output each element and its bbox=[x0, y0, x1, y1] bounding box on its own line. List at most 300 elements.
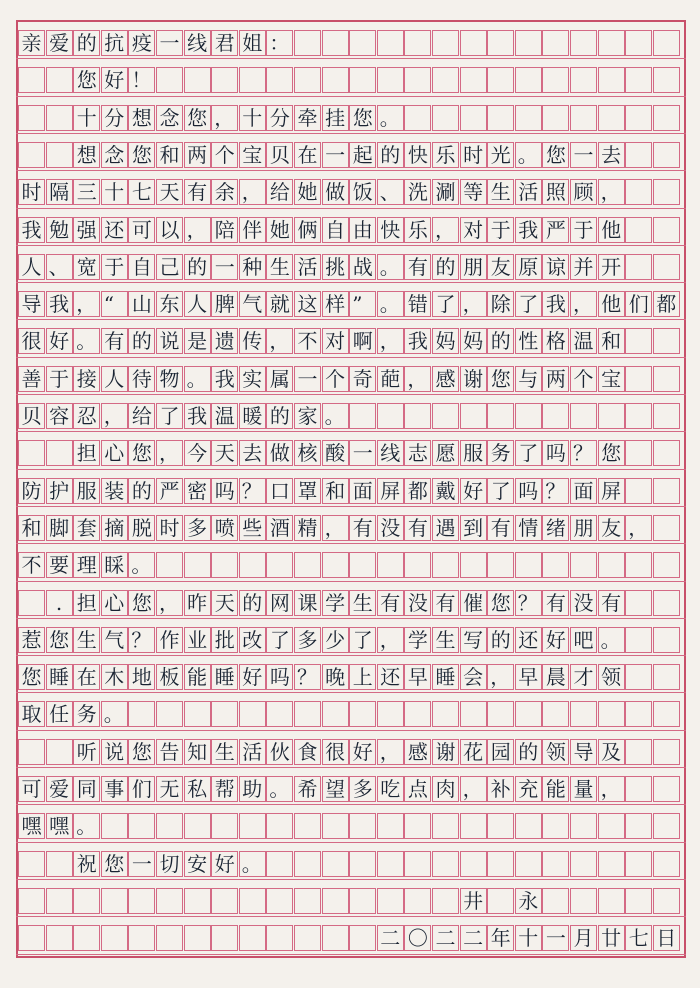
grid-cell bbox=[653, 403, 680, 429]
grid-cell: 他 bbox=[598, 217, 625, 243]
grid-cell: 念 bbox=[101, 142, 128, 168]
grid-cell bbox=[432, 403, 459, 429]
grid-cell: 护 bbox=[46, 478, 73, 504]
grid-cell: 感 bbox=[432, 366, 459, 392]
grid-cell: 情 bbox=[515, 515, 542, 541]
grid-cell: 。 bbox=[73, 328, 100, 354]
grid-cell: ， bbox=[73, 291, 100, 317]
grid-cell: 挑 bbox=[322, 254, 349, 280]
grid-cell: 套 bbox=[73, 515, 100, 541]
grid-cell: 还 bbox=[377, 664, 404, 690]
grid-cell: 容 bbox=[46, 403, 73, 429]
grid-cell bbox=[128, 701, 155, 727]
grid-cell: 强 bbox=[73, 217, 100, 243]
grid-cell bbox=[625, 217, 652, 243]
grid-cell bbox=[653, 478, 680, 504]
letter-line bbox=[16, 246, 686, 283]
grid-cell: 生 bbox=[211, 739, 238, 765]
grid-cell: 一 bbox=[211, 254, 238, 280]
grid-cell: 口 bbox=[266, 478, 293, 504]
grid-cell: 务 bbox=[487, 440, 514, 466]
grid-cell bbox=[625, 67, 652, 93]
grid-cell bbox=[570, 813, 597, 839]
grid-cell bbox=[322, 67, 349, 93]
grid-cell: 一 bbox=[322, 142, 349, 168]
grid-cell: 贝 bbox=[18, 403, 45, 429]
grid-cell bbox=[570, 888, 597, 914]
grid-cell: 任 bbox=[46, 701, 73, 727]
grid-cell: 二 bbox=[377, 925, 404, 951]
grid-cell: 课 bbox=[294, 590, 321, 616]
grid-cell bbox=[625, 142, 652, 168]
grid-cell bbox=[515, 813, 542, 839]
grid-cell: 有 bbox=[542, 590, 569, 616]
grid-cell: 我 bbox=[211, 366, 238, 392]
grid-cell: 乐 bbox=[404, 217, 431, 243]
grid-cell: 脱 bbox=[128, 515, 155, 541]
grid-cell bbox=[653, 217, 680, 243]
grid-cell: 事 bbox=[101, 776, 128, 802]
grid-cell: 量 bbox=[570, 776, 597, 802]
grid-cell bbox=[349, 888, 376, 914]
grid-cell bbox=[184, 552, 211, 578]
grid-cell bbox=[515, 552, 542, 578]
grid-cell: ， bbox=[460, 291, 487, 317]
grid-cell: 防 bbox=[18, 478, 45, 504]
grid-cell bbox=[46, 67, 73, 93]
grid-cell: 遗 bbox=[211, 328, 238, 354]
grid-cell: 密 bbox=[184, 478, 211, 504]
grid-cell: ， bbox=[377, 328, 404, 354]
grid-cell: ， bbox=[266, 328, 293, 354]
grid-cell bbox=[625, 739, 652, 765]
grid-cell: 分 bbox=[266, 105, 293, 131]
grid-cell: 于 bbox=[570, 217, 597, 243]
grid-cell: 十 bbox=[239, 105, 266, 131]
grid-cell bbox=[18, 739, 45, 765]
grid-cell bbox=[101, 888, 128, 914]
grid-cell bbox=[322, 552, 349, 578]
grid-cell: 和 bbox=[156, 142, 183, 168]
grid-cell: 在 bbox=[73, 664, 100, 690]
grid-cell: 告 bbox=[156, 739, 183, 765]
grid-cell bbox=[653, 515, 680, 541]
grid-cell bbox=[266, 701, 293, 727]
grid-cell bbox=[625, 478, 652, 504]
grid-cell: 物 bbox=[156, 366, 183, 392]
grid-cell: 个 bbox=[322, 366, 349, 392]
grid-cell: 没 bbox=[570, 590, 597, 616]
grid-cell bbox=[18, 851, 45, 877]
grid-cell bbox=[625, 851, 652, 877]
grid-cell bbox=[570, 552, 597, 578]
grid-cell bbox=[377, 701, 404, 727]
grid-cell bbox=[598, 813, 625, 839]
grid-cell: 到 bbox=[460, 515, 487, 541]
grid-cell: 。 bbox=[128, 552, 155, 578]
grid-cell bbox=[294, 67, 321, 93]
grid-cell: 昨 bbox=[184, 590, 211, 616]
letter-line bbox=[16, 582, 686, 619]
grid-cell: 生 bbox=[432, 627, 459, 653]
grid-cell bbox=[625, 440, 652, 466]
grid-cell bbox=[266, 888, 293, 914]
grid-cell bbox=[184, 888, 211, 914]
grid-cell: 这 bbox=[294, 291, 321, 317]
grid-cell: ， bbox=[322, 515, 349, 541]
grid-cell bbox=[294, 552, 321, 578]
grid-cell: 做 bbox=[266, 440, 293, 466]
grid-cell bbox=[18, 105, 45, 131]
grid-cell: 。 bbox=[377, 291, 404, 317]
grid-cell: 都 bbox=[404, 478, 431, 504]
grid-cell: 我 bbox=[18, 217, 45, 243]
grid-cell: ， bbox=[184, 217, 211, 243]
grid-cell bbox=[294, 851, 321, 877]
grid-cell: 了 bbox=[515, 440, 542, 466]
grid-cell: 有 bbox=[184, 179, 211, 205]
grid-cell bbox=[625, 776, 652, 802]
grid-cell: 两 bbox=[542, 366, 569, 392]
grid-cell bbox=[460, 67, 487, 93]
grid-cell bbox=[211, 925, 238, 951]
grid-cell: 抗 bbox=[101, 30, 128, 56]
grid-cell: “ bbox=[101, 291, 128, 317]
grid-cell bbox=[542, 701, 569, 727]
grid-cell bbox=[349, 701, 376, 727]
grid-cell: 俩 bbox=[294, 217, 321, 243]
grid-cell bbox=[349, 30, 376, 56]
grid-cell bbox=[460, 105, 487, 131]
grid-cell: 您 bbox=[349, 105, 376, 131]
grid-cell bbox=[515, 105, 542, 131]
grid-cell bbox=[266, 813, 293, 839]
grid-cell: 说 bbox=[101, 739, 128, 765]
grid-cell: ？ bbox=[515, 590, 542, 616]
grid-cell: 与 bbox=[515, 366, 542, 392]
grid-cell: 对 bbox=[322, 328, 349, 354]
grid-cell bbox=[156, 813, 183, 839]
grid-cell: 她 bbox=[294, 179, 321, 205]
grid-cell bbox=[625, 105, 652, 131]
grid-cell: 善 bbox=[18, 366, 45, 392]
grid-cell: 君 bbox=[211, 30, 238, 56]
grid-cell bbox=[625, 328, 652, 354]
grid-cell: 除 bbox=[487, 291, 514, 317]
grid-cell: 她 bbox=[266, 217, 293, 243]
grid-cell: 和 bbox=[322, 478, 349, 504]
grid-cell bbox=[404, 105, 431, 131]
letter-line bbox=[16, 97, 686, 134]
grid-cell bbox=[404, 552, 431, 578]
grid-cell: 有 bbox=[101, 328, 128, 354]
grid-cell bbox=[239, 925, 266, 951]
grid-cell: 三 bbox=[73, 179, 100, 205]
grid-cell: 好 bbox=[239, 664, 266, 690]
row-separator bbox=[16, 954, 686, 955]
grid-cell: 朋 bbox=[460, 254, 487, 280]
grid-cell: 一 bbox=[349, 440, 376, 466]
grid-cell: 和 bbox=[18, 515, 45, 541]
grid-cell: 啊 bbox=[349, 328, 376, 354]
grid-cell bbox=[542, 888, 569, 914]
grid-cell: 的 bbox=[128, 478, 155, 504]
letter-line bbox=[16, 171, 686, 208]
grid-cell: 井 bbox=[460, 888, 487, 914]
grid-cell: 吗 bbox=[515, 478, 542, 504]
grid-cell: 对 bbox=[460, 217, 487, 243]
grid-cell bbox=[156, 701, 183, 727]
grid-cell bbox=[404, 403, 431, 429]
grid-cell: 学 bbox=[404, 627, 431, 653]
grid-cell: 上 bbox=[349, 664, 376, 690]
grid-cell: 一 bbox=[570, 142, 597, 168]
grid-cell: 有 bbox=[487, 515, 514, 541]
grid-cell: 导 bbox=[570, 739, 597, 765]
grid-cell bbox=[653, 552, 680, 578]
grid-cell bbox=[156, 552, 183, 578]
grid-cell: 理 bbox=[73, 552, 100, 578]
grid-cell: ， bbox=[239, 179, 266, 205]
grid-cell bbox=[101, 925, 128, 951]
grid-cell bbox=[515, 851, 542, 877]
grid-cell: 。 bbox=[239, 851, 266, 877]
grid-cell: 好 bbox=[46, 328, 73, 354]
grid-cell bbox=[211, 701, 238, 727]
grid-cell: 有 bbox=[349, 515, 376, 541]
grid-cell: 酒 bbox=[266, 515, 293, 541]
grid-cell: 早 bbox=[515, 664, 542, 690]
grid-cell: 催 bbox=[460, 590, 487, 616]
grid-cell: 生 bbox=[73, 627, 100, 653]
grid-cell bbox=[570, 105, 597, 131]
grid-cell: ？ bbox=[570, 440, 597, 466]
grid-cell: 了 bbox=[349, 627, 376, 653]
grid-cell bbox=[625, 888, 652, 914]
grid-cell bbox=[653, 67, 680, 93]
grid-cell: 的 bbox=[128, 328, 155, 354]
grid-cell bbox=[460, 851, 487, 877]
grid-cell bbox=[266, 851, 293, 877]
grid-cell bbox=[625, 552, 652, 578]
grid-cell: 天 bbox=[211, 440, 238, 466]
grid-cell: 在 bbox=[294, 142, 321, 168]
grid-cell: 多 bbox=[184, 515, 211, 541]
grid-cell: 不 bbox=[18, 552, 45, 578]
grid-cell bbox=[156, 67, 183, 93]
grid-cell: 心 bbox=[101, 440, 128, 466]
grid-cell: 我 bbox=[184, 403, 211, 429]
grid-cell: 格 bbox=[542, 328, 569, 354]
letter-line bbox=[16, 283, 686, 320]
grid-cell: 快 bbox=[404, 142, 431, 168]
grid-cell bbox=[184, 67, 211, 93]
grid-cell: 月 bbox=[570, 925, 597, 951]
grid-cell: 吗 bbox=[211, 478, 238, 504]
grid-cell bbox=[156, 888, 183, 914]
grid-cell: 很 bbox=[322, 739, 349, 765]
letter-line bbox=[16, 544, 686, 581]
grid-cell bbox=[598, 403, 625, 429]
grid-cell bbox=[570, 30, 597, 56]
grid-cell: 隔 bbox=[46, 179, 73, 205]
grid-cell: 伙 bbox=[266, 739, 293, 765]
grid-cell: ： bbox=[266, 30, 293, 56]
grid-cell: 。 bbox=[101, 701, 128, 727]
grid-cell bbox=[432, 888, 459, 914]
grid-cell bbox=[487, 105, 514, 131]
grid-cell bbox=[322, 30, 349, 56]
grid-cell: 原 bbox=[515, 254, 542, 280]
grid-cell bbox=[598, 701, 625, 727]
grid-cell: 少 bbox=[322, 627, 349, 653]
grid-cell bbox=[653, 590, 680, 616]
grid-cell: 务 bbox=[73, 701, 100, 727]
grid-cell: 和 bbox=[598, 328, 625, 354]
grid-cell: 同 bbox=[73, 776, 100, 802]
grid-cell bbox=[653, 776, 680, 802]
grid-cell bbox=[239, 813, 266, 839]
grid-cell: 今 bbox=[184, 440, 211, 466]
grid-cell: 友 bbox=[487, 254, 514, 280]
grid-cell: 错 bbox=[404, 291, 431, 317]
grid-cell bbox=[653, 440, 680, 466]
grid-cell: 勉 bbox=[46, 217, 73, 243]
grid-cell: 睡 bbox=[211, 664, 238, 690]
letter-line bbox=[16, 507, 686, 544]
grid-cell: 生 bbox=[487, 179, 514, 205]
grid-cell bbox=[294, 701, 321, 727]
grid-cell bbox=[349, 67, 376, 93]
grid-cell bbox=[625, 254, 652, 280]
grid-cell: 暖 bbox=[239, 403, 266, 429]
grid-cell: 点 bbox=[404, 776, 431, 802]
grid-cell bbox=[653, 142, 680, 168]
grid-cell: 喷 bbox=[211, 515, 238, 541]
grid-cell: 涮 bbox=[432, 179, 459, 205]
grid-cell: 您 bbox=[128, 440, 155, 466]
grid-cell: 屏 bbox=[598, 478, 625, 504]
grid-cell: 宝 bbox=[239, 142, 266, 168]
grid-cell bbox=[487, 552, 514, 578]
grid-cell: ， bbox=[156, 590, 183, 616]
grid-cell bbox=[239, 701, 266, 727]
grid-cell bbox=[542, 851, 569, 877]
grid-cell: 妈 bbox=[460, 328, 487, 354]
grid-cell: 属 bbox=[266, 366, 293, 392]
grid-cell: 担 bbox=[73, 590, 100, 616]
grid-cell: 的 bbox=[515, 739, 542, 765]
grid-cell: 地 bbox=[128, 664, 155, 690]
grid-cell: 补 bbox=[487, 776, 514, 802]
grid-cell bbox=[432, 813, 459, 839]
grid-cell bbox=[653, 813, 680, 839]
grid-cell bbox=[211, 813, 238, 839]
grid-cell: ， bbox=[432, 217, 459, 243]
grid-cell: 还 bbox=[101, 217, 128, 243]
grid-cell: 疫 bbox=[128, 30, 155, 56]
grid-cell bbox=[294, 925, 321, 951]
grid-cell: 您 bbox=[18, 664, 45, 690]
grid-cell: 您 bbox=[184, 105, 211, 131]
grid-cell: 还 bbox=[515, 627, 542, 653]
grid-cell: 气 bbox=[239, 291, 266, 317]
grid-cell: 您 bbox=[598, 440, 625, 466]
grid-cell bbox=[432, 851, 459, 877]
grid-cell bbox=[487, 888, 514, 914]
grid-cell: 可 bbox=[128, 217, 155, 243]
grid-cell: 天 bbox=[156, 179, 183, 205]
grid-cell: 去 bbox=[239, 440, 266, 466]
grid-cell: 的 bbox=[487, 328, 514, 354]
grid-cell bbox=[18, 142, 45, 168]
grid-cell bbox=[460, 30, 487, 56]
grid-cell: 业 bbox=[184, 627, 211, 653]
grid-cell bbox=[211, 552, 238, 578]
grid-cell bbox=[432, 552, 459, 578]
grid-cell: 十 bbox=[515, 925, 542, 951]
grid-cell bbox=[487, 701, 514, 727]
grid-cell: 七 bbox=[625, 925, 652, 951]
grid-cell: 木 bbox=[101, 664, 128, 690]
grid-cell: 妈 bbox=[432, 328, 459, 354]
grid-cell: ” bbox=[349, 291, 376, 317]
grid-cell: ？ bbox=[294, 664, 321, 690]
grid-cell: 好 bbox=[349, 739, 376, 765]
grid-cell: 睡 bbox=[46, 664, 73, 690]
grid-cell: 都 bbox=[653, 291, 680, 317]
grid-cell: 活 bbox=[515, 179, 542, 205]
grid-cell: 活 bbox=[239, 739, 266, 765]
grid-cell: 活 bbox=[294, 254, 321, 280]
grid-cell: 晨 bbox=[542, 664, 569, 690]
letter-line bbox=[16, 656, 686, 693]
grid-cell bbox=[184, 813, 211, 839]
grid-cell: 切 bbox=[156, 851, 183, 877]
grid-cell: 祝 bbox=[73, 851, 100, 877]
grid-cell: 时 bbox=[156, 515, 183, 541]
grid-cell: 宝 bbox=[598, 366, 625, 392]
grid-cell: 才 bbox=[570, 664, 597, 690]
letter-line bbox=[16, 805, 686, 842]
grid-cell: 。 bbox=[515, 142, 542, 168]
grid-cell: 。 bbox=[598, 627, 625, 653]
grid-cell: 二 bbox=[432, 925, 459, 951]
grid-cell: 有 bbox=[432, 590, 459, 616]
grid-cell: 装 bbox=[101, 478, 128, 504]
grid-cell: ？ bbox=[239, 478, 266, 504]
grid-cell: 改 bbox=[239, 627, 266, 653]
grid-cell bbox=[598, 888, 625, 914]
grid-cell: 感 bbox=[404, 739, 431, 765]
grid-cell: 谢 bbox=[460, 366, 487, 392]
grid-cell: 领 bbox=[598, 664, 625, 690]
grid-cell: 并 bbox=[570, 254, 597, 280]
grid-cell bbox=[377, 30, 404, 56]
grid-cell bbox=[377, 888, 404, 914]
grid-cell: 己 bbox=[156, 254, 183, 280]
grid-cell: 多 bbox=[294, 627, 321, 653]
grid-cell: 朋 bbox=[570, 515, 597, 541]
grid-cell bbox=[598, 67, 625, 93]
grid-cell: 屏 bbox=[377, 478, 404, 504]
grid-cell: 给 bbox=[128, 403, 155, 429]
grid-cell: 廿 bbox=[598, 925, 625, 951]
grid-cell: 十 bbox=[101, 179, 128, 205]
grid-cell bbox=[18, 925, 45, 951]
grid-cell bbox=[542, 67, 569, 93]
grid-cell: 听 bbox=[73, 739, 100, 765]
